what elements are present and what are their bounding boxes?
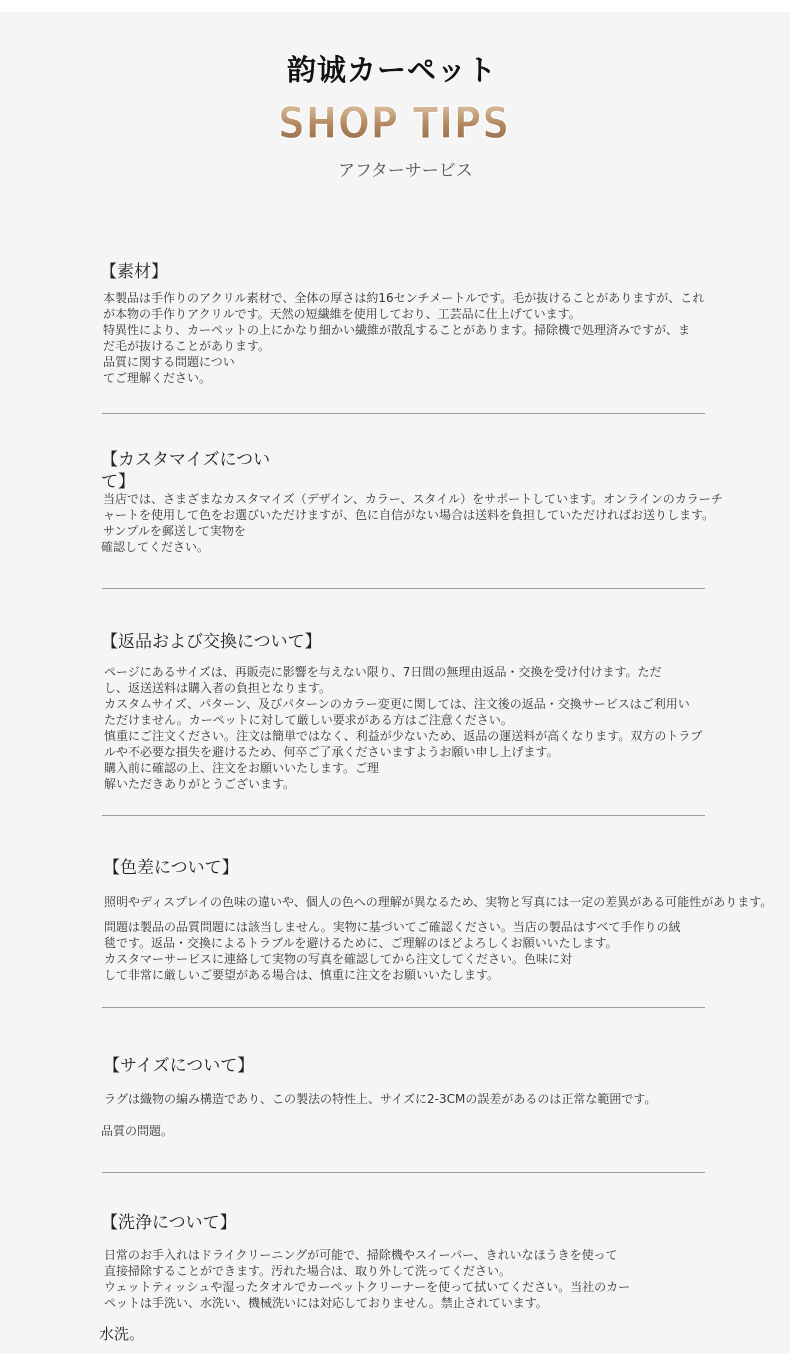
text-line: ページにあるサイズは、再販売に影響を与えない限り、7日間の無理由返品・交換を受け付けます。ただ <box>104 665 662 679</box>
shop-tips-logo <box>276 86 516 148</box>
text-line: ペットは手洗い、水洗い、機械洗いには対応しておりません。禁止されています。 <box>104 1296 548 1310</box>
section-intro-color <box>104 894 772 910</box>
section-heading-returns: 【返品および交換について】 <box>101 632 322 652</box>
text-line: 確認してください。 <box>101 540 210 554</box>
text-line: ャートを使用して色をお選びいただけますが、色に自信がない場合は送料を負担していただければお送りします。 <box>103 508 715 522</box>
section-body-cleaning <box>104 1247 630 1311</box>
divider <box>102 1007 705 1008</box>
logo-text: SHOP TIPS <box>278 98 510 149</box>
text-line: カスタマーサービスに連絡して実物の写真を確認してから注文してください。色味に対 <box>104 952 573 966</box>
text-line: 慎重にご注文ください。注文は簡単ではなく、利益が少ないため、返品の運送料が高くなります。双方のトラブ <box>104 729 703 743</box>
section-extra-size <box>101 1123 173 1139</box>
text-line: ただけません。カーペットに対して厳しい要求がある方はご注意ください。 <box>104 713 513 727</box>
text-line: 日常のお手入れはドライクリーニングが可能で、掃除機やスイーパー、きれいなほうきを使って <box>104 1248 618 1262</box>
text-line: が本物の手作りアクリルです。天然の短繊維を使用しており、工芸品に仕上げています。 <box>103 307 581 321</box>
section-heading-size: 【サイズについて】 <box>103 1056 255 1076</box>
heading-line: て】 <box>101 472 135 492</box>
text-line: カスタムサイズ、パターン、及びパターンのカラー変更に関しては、注文後の返品・交換サービスはご利用い <box>104 697 690 711</box>
text-line: ウェットティッシュや湿ったタオルでカーペットクリーナーを使って拭いてください。当社のカー <box>104 1280 631 1294</box>
section-body-color <box>104 919 680 983</box>
text-line: 照明やディスプレイの色味の違いや、個人の色への理解が異なるため、実物と写真には一定の差異がある可能性があります。 <box>104 895 773 909</box>
section-body-material <box>103 290 704 386</box>
section-extra-cleaning: 水洗。 <box>99 1325 145 1343</box>
section-body-size <box>104 1091 656 1107</box>
section-heading-customize <box>101 449 270 493</box>
brand-title: 韵诚カーペット <box>287 53 498 87</box>
subtitle: アフターサービス <box>338 161 473 181</box>
text-line: ラグは織物の編み構造であり、この製法の特性上、サイズに2-3CMの誤差があるのは正常な範囲です。 <box>104 1092 657 1106</box>
section-body-returns <box>104 664 702 792</box>
text-line: ルや不必要な損失を避けるため、何卒ご了承くださいますようお願い申し上げます。 <box>104 745 559 759</box>
section-body-customize <box>103 491 723 555</box>
divider <box>102 815 705 816</box>
text-line: し、返送送料は購入者の負担となります。 <box>104 681 332 695</box>
text-line: サンプルを郵送して実物を <box>103 524 246 538</box>
text-line: 本製品は手作りのアクリル素材で、全体の厚さは約16センチメートルです。毛が抜けることがありますが、これ <box>103 291 705 305</box>
heading-line: 【カスタマイズについ <box>101 450 271 470</box>
text-line: 購入前に確認の上、注文をお願いいたします。ご理 <box>104 761 380 775</box>
text-line: だ毛が抜けることがあります。 <box>103 339 271 353</box>
text-line: 品質に関する問題につい <box>103 355 235 369</box>
text-line: して非常に厳しいご要望がある場合は、慎重に注文をお願いいたします。 <box>104 968 500 982</box>
text-line: 直接掃除することができます。汚れた場合は、取り外して洗ってください。 <box>104 1264 512 1278</box>
text-line: 問題は製品の品質問題には該当しません。実物に基づいてご確認ください。当店の製品はすべて手作りの絨 <box>104 920 681 934</box>
text-line: 当店では、さまざまなカスタマイズ（デザイン、カラー、スタイル）をサポートしています。オンラインのカラーチ <box>103 492 723 506</box>
text-line: 毯です。返品・交換によるトラブルを避けるために、ご理解のほどよろしくお願いいたします。 <box>104 936 618 950</box>
text-line: 品質の問題。 <box>101 1124 174 1138</box>
text-line: 解いただきありがとうございます。 <box>104 777 296 791</box>
divider <box>102 588 705 589</box>
section-heading-material: 【素材】 <box>100 262 168 282</box>
text-line: 特異性により、カーペットの上にかなり細かい繊維が散乱することがあります。掃除機で処理済みですが、ま <box>103 323 691 337</box>
text-line: てご理解ください。 <box>103 371 212 385</box>
divider <box>102 1172 705 1173</box>
divider <box>102 413 705 414</box>
section-heading-cleaning: 【洗浄について】 <box>101 1213 237 1233</box>
section-heading-color: 【色差について】 <box>103 858 239 878</box>
